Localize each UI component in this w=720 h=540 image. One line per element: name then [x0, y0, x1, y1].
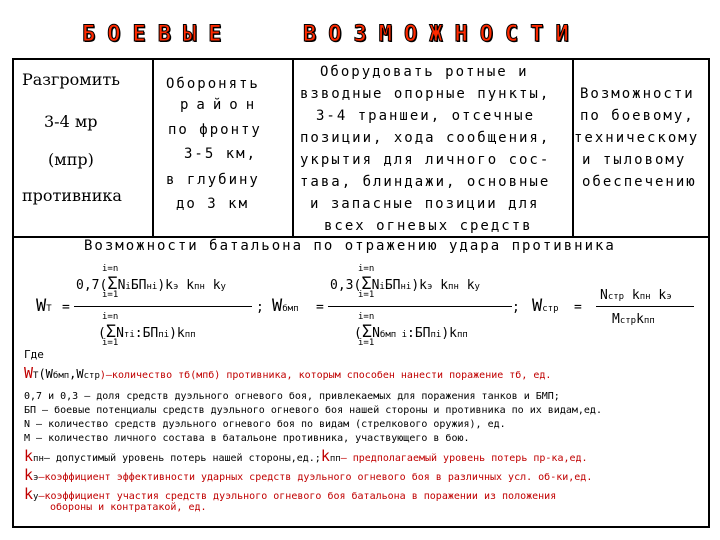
column-defend: [154, 60, 294, 236]
equals-sign: =: [316, 300, 324, 315]
cell-text: позиции, хода сообщения,: [300, 130, 551, 146]
cell-text: Разгромить: [22, 70, 120, 89]
sum-bottom: i=1: [102, 290, 119, 300]
fraction-bar: [328, 306, 512, 307]
sum-top: i=n: [358, 312, 375, 322]
cell-text: укрытия для личного сос-: [300, 152, 551, 168]
cell-text: (мпр): [48, 150, 94, 169]
cell-text: Оборудовать ротные и: [320, 64, 529, 80]
formula-wstr-numerator: Nстр kпн kэ: [600, 288, 672, 303]
formula-wt-lhs: WТ: [36, 296, 52, 316]
sum-top: i=n: [102, 312, 119, 322]
battalion-section: [12, 234, 710, 528]
cell-text: до 3 км: [176, 196, 250, 212]
formula-wstr-lhs: Wстр: [532, 296, 559, 316]
cell-text: район: [180, 97, 263, 113]
cell-text: по боевому,: [580, 108, 695, 124]
sum-top: i=n: [358, 264, 375, 274]
legend-line: kу–коэффициент участия средств дуэльного огневого боя батальона в поражении из положения: [24, 485, 557, 503]
cell-text: 3-4 траншеи, отсечные: [316, 108, 536, 124]
separator: ;: [512, 300, 520, 315]
capabilities-table: [12, 58, 710, 238]
fraction-bar: [74, 306, 252, 307]
formula-wstr-denominator: Mстрkпп: [612, 312, 655, 327]
cell-text: взводные опорные пункты,: [300, 86, 551, 102]
column-support: [574, 60, 708, 236]
cell-text: Возможности: [580, 86, 695, 102]
fraction-bar: [596, 306, 694, 307]
formula-wbmp-lhs: Wбмп: [272, 296, 299, 316]
sum-bottom: i=1: [102, 338, 119, 348]
legend-line: обороны и контратакой, ед.: [50, 502, 207, 513]
cell-text: и тыловому: [582, 152, 687, 168]
cell-text: 3-5 км,: [184, 146, 258, 162]
column-destroy: [14, 60, 154, 236]
title-boevye: БОЕВЫЕ: [82, 22, 234, 47]
cell-text: всех огневых средств: [324, 218, 533, 234]
legend-line: 0,7 и 0,3 – доля средств дуэльного огневого боя, привлекаемых для поражения танков и БМП;: [24, 391, 560, 402]
equals-sign: =: [574, 300, 582, 315]
cell-text: техническому: [574, 130, 700, 146]
cell-text: Оборонять: [166, 76, 260, 92]
formula-wt-numerator: 0,7(ΣNiБПнi)kэ kпн kу: [76, 274, 226, 294]
formula-wbmp-numerator: 0,3(ΣNiБПнi)kэ kпн kу: [330, 274, 480, 294]
legend-line: kпн– допустимый уровень потерь нашей стороны,ед.;kпп– предполагаемый уровень потерь пр-ка,ед.: [24, 447, 588, 465]
formula-wbmp-denominator: (ΣNбмп i:БПпi)kпп: [354, 322, 468, 342]
cell-text: по фронту: [168, 122, 262, 138]
separator: ;: [256, 300, 264, 315]
equals-sign: =: [62, 300, 70, 315]
cell-text: тава, блиндажи, основные: [300, 174, 551, 190]
legend-line: kэ–коэффициент эффективности ударных средств дуэльного огневого боя в различных усл. об-ки,ед.: [24, 466, 593, 484]
legend-line: N – количество средств дуэльного огневого боя по видам (стрелкового оружия), ед.: [24, 419, 506, 430]
sum-bottom: i=1: [358, 338, 375, 348]
sum-top: i=n: [102, 264, 119, 274]
cell-text: противника: [22, 186, 122, 205]
legend-where: Где: [24, 348, 44, 361]
legend-line: WТ(Wбмп,Wстр)–количество тб(мпб) противника, которым способен нанести поражение тб, ед.: [24, 364, 552, 382]
title-vozmozhnosti: ВОЗМОЖНОСТИ: [303, 22, 581, 47]
column-equip: [294, 60, 574, 236]
cell-text: 3-4 мр: [44, 112, 98, 131]
sum-bottom: i=1: [358, 290, 375, 300]
cell-text: и запасные позиции для: [310, 196, 540, 212]
legend-line: БП – боевые потенциалы средств дуэльного огневого боя нашей стороны и противника по их видам,ед.: [24, 405, 602, 416]
cell-text: в глубину: [166, 172, 260, 188]
legend-line: M – количество личного состава в батальоне противника, участвующего в бою.: [24, 433, 470, 444]
cell-text: обеспечению: [582, 174, 697, 190]
section-title: Возможности батальона по отражению удара противника: [84, 238, 616, 254]
formula-wt-denominator: (ΣNтi:БПпi)kпп: [98, 322, 196, 342]
